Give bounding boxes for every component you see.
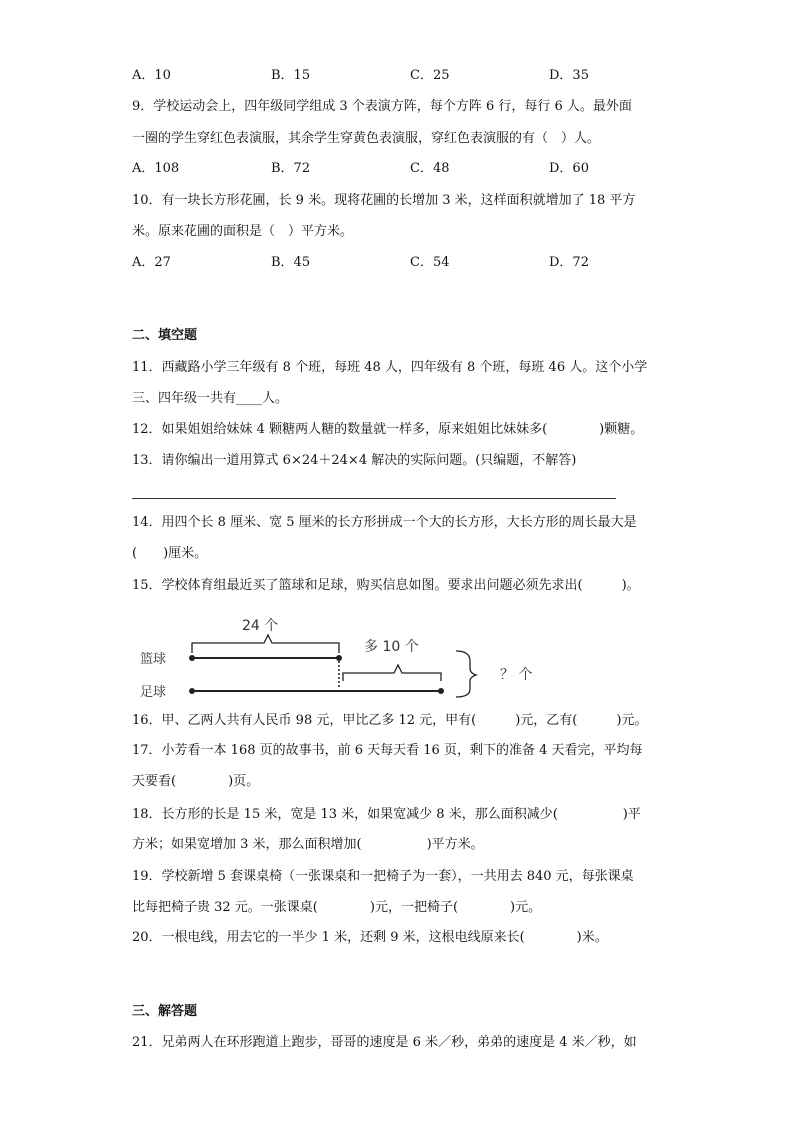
q19-text-line2: 比每把椅子贵 32 元。一张课桌( )元，一把椅子( )元。 [132, 900, 542, 915]
q21-text-line1: 21．兄弟两人在环形跑道上跑步，哥哥的速度是 6 米／秒，弟弟的速度是 4 米／秒，如 [132, 1035, 637, 1050]
q8-option-d: D．35 [549, 68, 589, 83]
basketball-end-point [336, 655, 342, 661]
q8-option-c: C．25 [410, 68, 450, 83]
q9-option-c: C．48 [410, 161, 450, 176]
q18-text-line2: 方米；如果宽增加 3 米，那么面积增加( )平方米。 [132, 837, 484, 852]
q17-text-line1: 17．小芳看一本 168 页的故事书，前 6 天每天看 16 页，剩下的准备 4 天看完，平均每 [132, 743, 643, 758]
basketball-count-label: 24 个 [242, 618, 279, 634]
q14-text-line1: 14．用四个长 8 厘米、宽 5 厘米的长方形拼成一个大的长方形，大长方形的周长最大是 [132, 515, 637, 530]
q18-text-line1: 18．长方形的长是 15 米，宽是 13 米，如果宽减少 8 米，那么面积减少( )平 [132, 807, 641, 822]
more-label: 多 10 个 [364, 639, 419, 655]
basketball-label: 篮球 [140, 652, 167, 667]
q10-option-b: B．45 [271, 255, 311, 270]
q20-text: 20．一根电线，用去它的一半少 1 米，还剩 9 米，这根电线原来长( )米。 [132, 930, 608, 945]
q10-option-d: D．72 [549, 255, 589, 270]
football-start-point [189, 688, 195, 694]
q9-option-a: A．108 [132, 161, 180, 176]
q15-segment-diagram [136, 615, 556, 705]
q9-option-b: B．72 [271, 161, 311, 176]
q11-text-line1: 11．西藏路小学三年级有 8 个班，每班 48 人，四年级有 8 个班，每班 46 人。这个小学 [132, 360, 648, 375]
q19-text-line1: 19．学校新增 5 套课桌椅（一张课桌和一把椅子为一套），一共用去 840 元，每张课桌 [132, 869, 634, 884]
q9-text-line2: 一圈的学生穿红色表演服，其余学生穿黄色表演服，穿红色表演服的有（ ）人。 [132, 131, 601, 146]
q15-text: 15．学校体育组最近买了篮球和足球，购买信息如图。要求出问题必须先求出( )。 [132, 578, 640, 593]
q8-option-b: B．15 [271, 68, 311, 83]
q11-text-line2: 三、四年级一共有____人。 [132, 391, 289, 406]
q10-text-line1: 10．有一块长方形花圃，长 9 米。现将花圃的长增加 3 米，这样面积就增加了 18 平方 [132, 193, 636, 208]
total-brace [456, 651, 476, 697]
q8-option-a: A．10 [132, 68, 171, 83]
q9-option-d: D．60 [549, 161, 589, 176]
difference-brace [343, 665, 441, 681]
q10-option-a: A．27 [132, 255, 171, 270]
q16-text: 16．甲、乙两人共有人民币 98 元，甲比乙多 12 元，甲有( )元，乙有( )元。 [132, 713, 648, 728]
q13-text: 13．请你编出一道用算式 6×24＋24×4 解决的实际问题。(只编题，不解答) [132, 453, 577, 468]
football-end-point [438, 688, 444, 694]
basketball-start-point [189, 655, 195, 661]
football-label: 足球 [140, 685, 167, 700]
basketball-brace [192, 635, 339, 653]
q14-text-line2: ( )厘米。 [132, 546, 208, 561]
q10-option-c: C．54 [410, 255, 450, 270]
q12-text: 12．如果姐姐给妹妹 4 颗糖两人糖的数量就一样多，原来姐姐比妹妹多( )颗糖。 [132, 422, 644, 437]
section-heading-fill-in: 二、填空题 [132, 328, 198, 343]
question-label: ？ 个 [500, 667, 533, 683]
q10-text-line2: 米。原来花圃的面积是（ ）平方米。 [132, 224, 354, 239]
q13-answer-line [132, 498, 616, 499]
q17-text-line2: 天要看( )页。 [132, 774, 260, 789]
q9-text-line1: 9．学校运动会上，四年级同学组成 3 个表演方阵，每个方阵 6 行，每行 6 人。最外面 [132, 99, 632, 114]
section-heading-solve: 三、解答题 [132, 1004, 198, 1019]
